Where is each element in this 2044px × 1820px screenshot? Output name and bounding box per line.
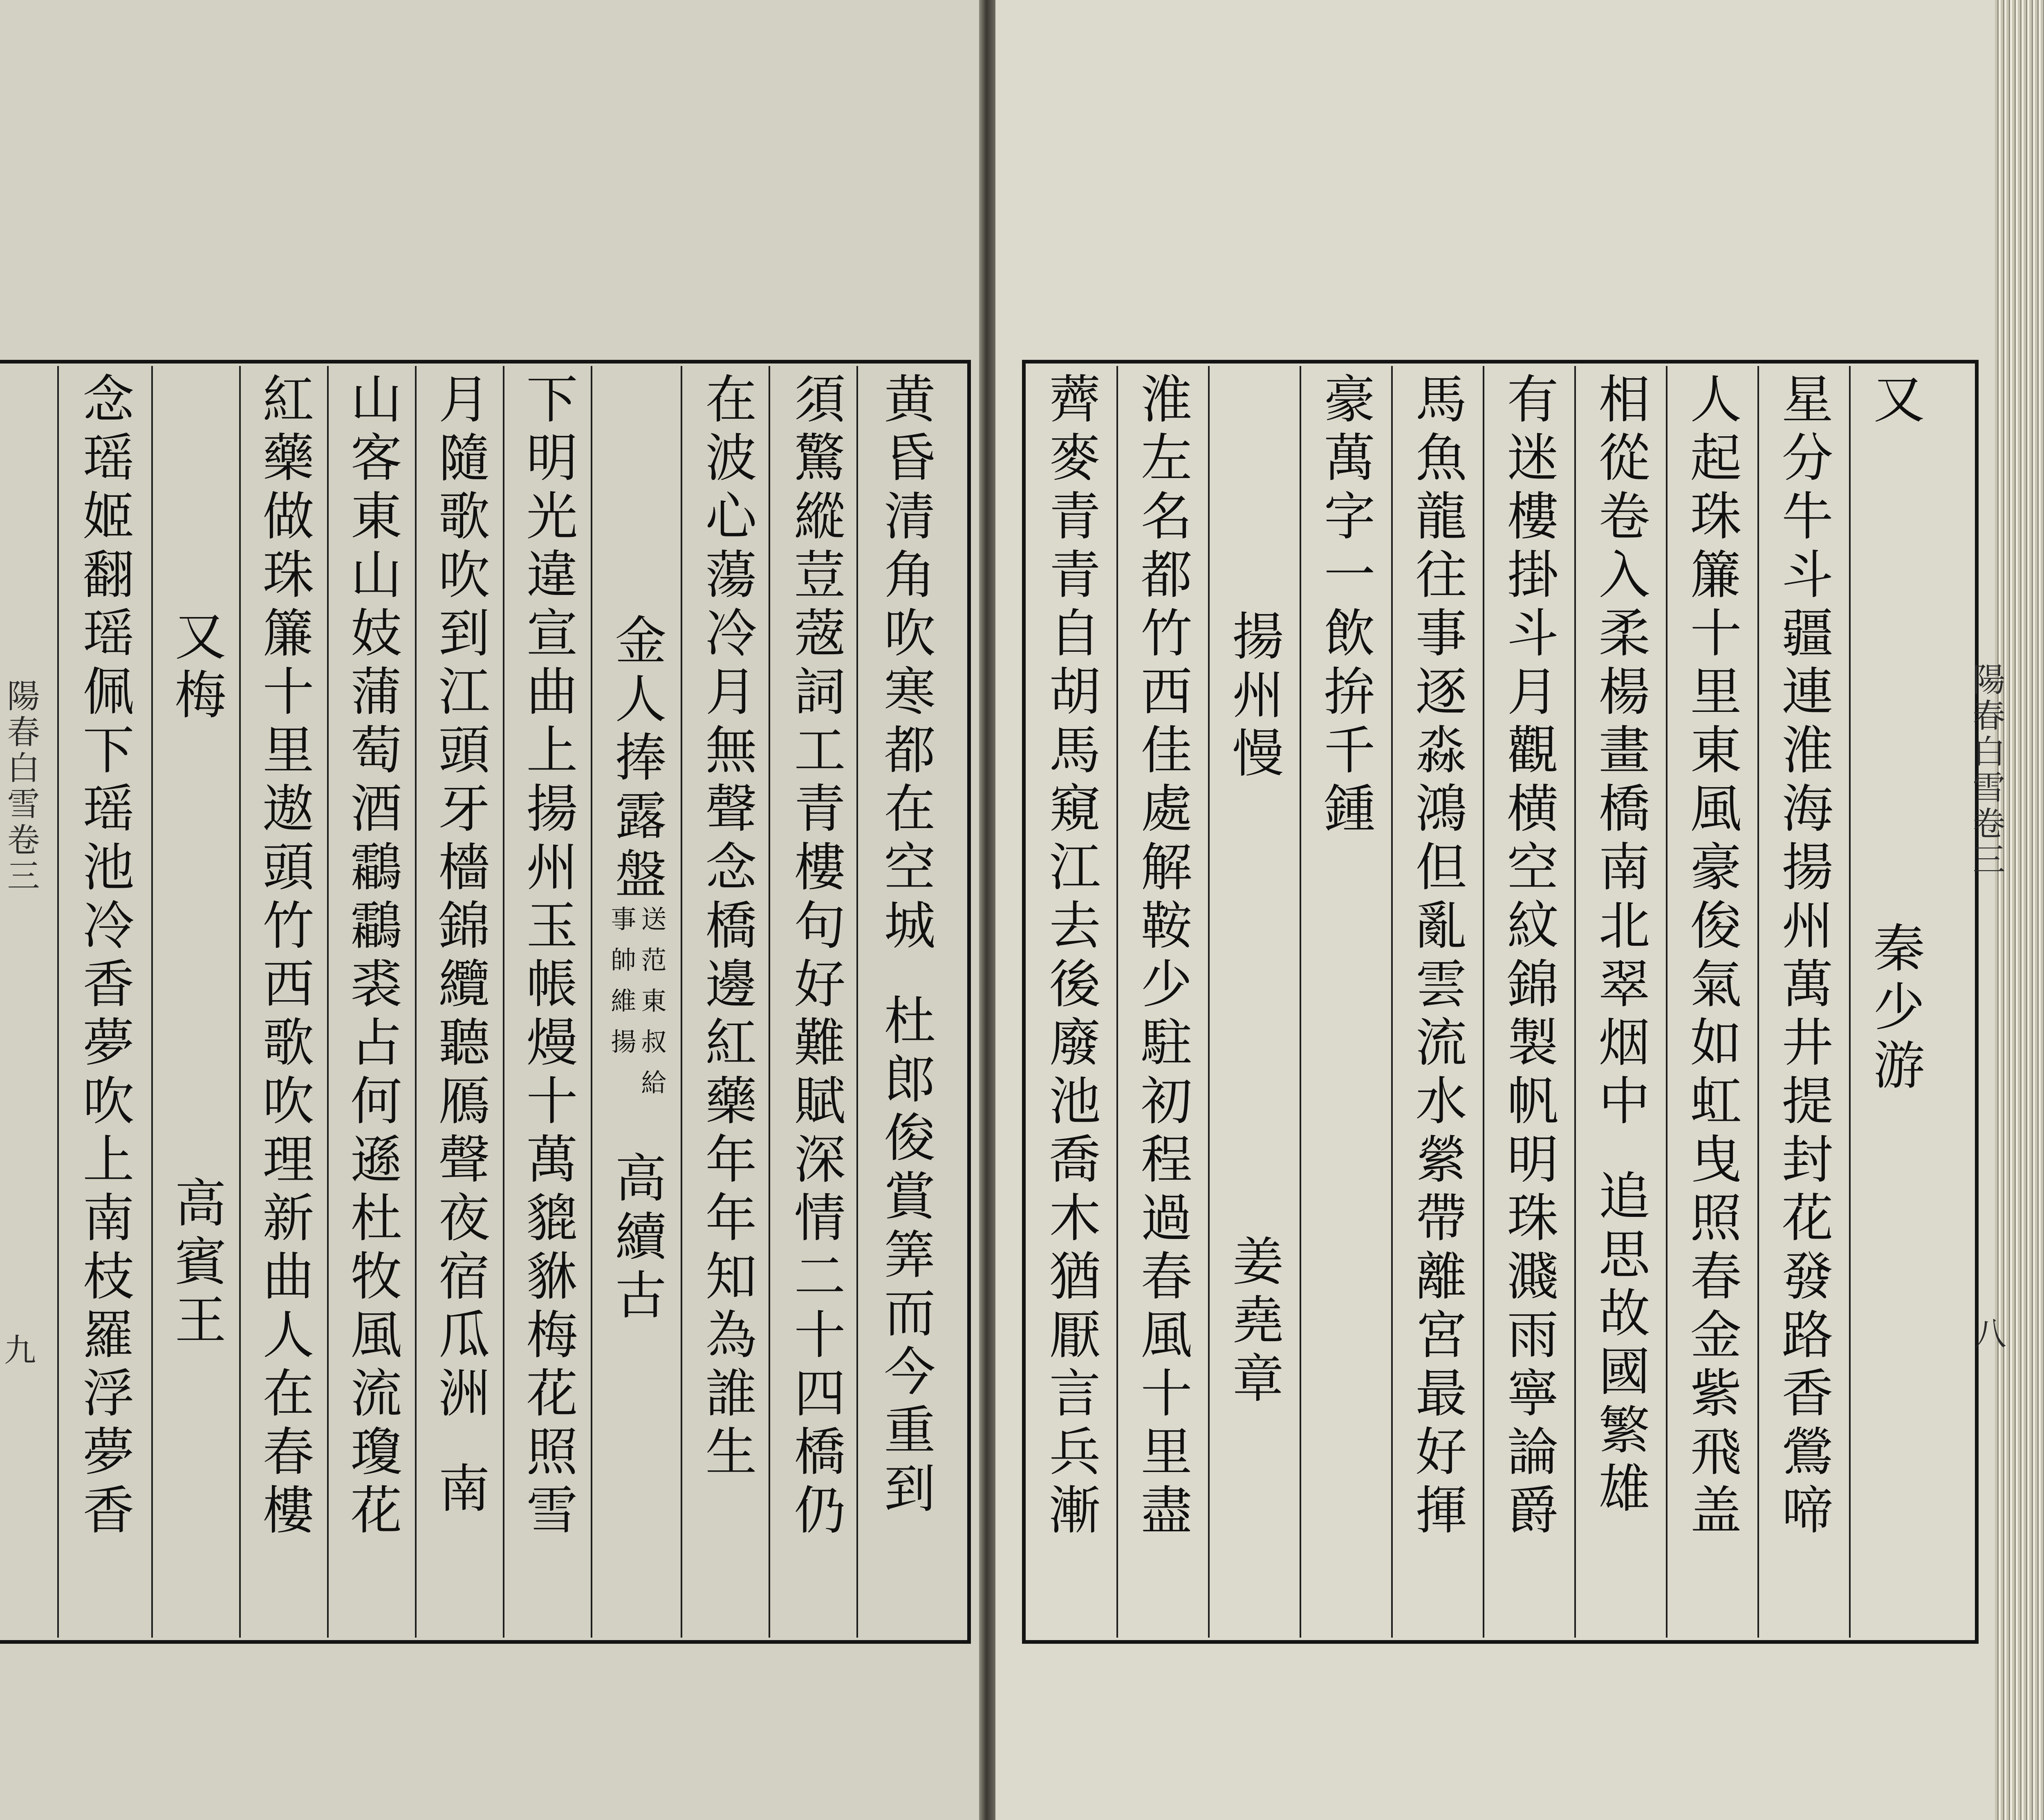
column-rule (1849, 366, 1851, 1638)
poem-line: 星分牛斗疆連淮海揚州萬井提封花發路香鶯啼 (1773, 372, 1833, 1542)
text-column (429, 372, 491, 1631)
poem-line: 山客東山妓蒲萄酒鸘鸘裘占何遜杜牧風流瓊花 (342, 372, 402, 1542)
poem-line: 相從卷入柔楊畫橋南北翠烟中 (1590, 372, 1650, 1132)
text-column (875, 372, 936, 1631)
poem-line: 杜郎俊賞筭而今重到 (876, 994, 936, 1520)
text-column (696, 372, 758, 1631)
page-edges (1995, 0, 2044, 1820)
poem-line: 須驚縱荳蔲詞工青樓句好難賦深情二十四橋仍 (786, 372, 846, 1542)
text-column (341, 372, 403, 1631)
poem-line: 下明光違宣曲上揚州玉帳熳十萬貔貅梅花照雪 (518, 372, 578, 1542)
book-gutter (979, 0, 995, 1820)
poem-line: 月隨歌吹到江頭牙檣錦纜聽鴈聲夜宿瓜洲 (430, 372, 490, 1425)
poem-line: 淮左名都竹西佳處解鞍少駐初程過春風十里盡 (1132, 372, 1192, 1542)
text-column (1681, 372, 1742, 1631)
poem-line: 豪萬字一飲拚千鍾 (1316, 372, 1376, 840)
column-rule (591, 366, 592, 1638)
text-column (1498, 372, 1559, 1631)
poem-line: 黄昏清角吹寒都在空城 (876, 372, 936, 957)
column-rule (239, 366, 241, 1638)
poem-line: 紅藥做珠簾十里遨頭竹西歌吹理新曲人在春樓 (254, 372, 314, 1542)
poem-line: 追思故國繁雄 (1590, 1169, 1650, 1520)
text-column (785, 372, 846, 1631)
text-column (1589, 372, 1651, 1631)
column-rule (1757, 366, 1759, 1638)
text-column (1406, 372, 1468, 1631)
poem-title: 金人捧露盤 (607, 613, 667, 906)
text-column (1773, 372, 1834, 1631)
column-rule (57, 366, 59, 1638)
text-column (166, 372, 227, 1631)
author-name: 秦少游 (1865, 921, 1925, 1097)
column-rule (769, 366, 770, 1638)
text-column (1223, 372, 1284, 1631)
right-margin-title: 陽春白雪卷三 (1967, 662, 2005, 878)
author-name: 姜堯章 (1224, 1234, 1284, 1410)
column-rule (856, 366, 858, 1638)
interlinear-note (606, 906, 667, 1110)
column-rule (1116, 366, 1118, 1638)
text-column (1040, 372, 1101, 1631)
column-rule (151, 366, 153, 1638)
column-rule (681, 366, 682, 1638)
author-name: 高續古 (607, 1151, 667, 1326)
poem-line: 南 (430, 1461, 490, 1520)
column-rule (415, 366, 417, 1638)
author-name: 高賓王 (166, 1176, 226, 1351)
left-margin-title: 陽春白雪卷三 (2, 679, 40, 895)
column-rule (1208, 366, 1210, 1638)
poem-line: 在波心蕩冷月無聲念橋邊紅藥年年知為誰生 (697, 372, 757, 1483)
poem-line: 薺麥青青自胡馬窺江去後廢池喬木猶厭言兵漸 (1041, 372, 1101, 1542)
text-column (1132, 372, 1193, 1631)
column-rule (1483, 366, 1484, 1638)
poem-line: 有迷樓掛斗月觀横空紋錦製帆明珠濺雨寧論爵 (1499, 372, 1559, 1542)
text-column (74, 372, 135, 1631)
poem-title: 又梅 (166, 609, 226, 726)
poem-title: 揚州慢 (1224, 609, 1284, 785)
column-rule (1574, 366, 1576, 1638)
column-rule (327, 366, 329, 1638)
text-column (253, 372, 315, 1631)
left-page-number: 九 (4, 1332, 36, 1369)
column-rule (1391, 366, 1393, 1638)
poem-line: 念瑶姬翻瑶佩下瑶池冷香夢吹上南枝羅浮夢香 (74, 372, 134, 1542)
section-heading: 又 (1865, 372, 1925, 431)
poem-line: 人起珠簾十里東風豪俊氣如虹曳照春金紫飛盖 (1682, 372, 1742, 1542)
note-line: 事帥維揚 (607, 906, 637, 1069)
text-column (606, 372, 667, 1631)
note-line: 送范東叔給 (637, 906, 667, 1110)
poem-line: 馬魚龍往事逐淼鴻但亂雲流水縈帶離宮最好揮 (1407, 372, 1467, 1542)
column-rule (1300, 366, 1301, 1638)
column-rule (1666, 366, 1667, 1638)
text-column (517, 372, 578, 1631)
column-rule (503, 366, 504, 1638)
text-column (1864, 372, 1925, 1631)
text-column (1315, 372, 1376, 1631)
right-page-number: 八 (1975, 1316, 2007, 1353)
